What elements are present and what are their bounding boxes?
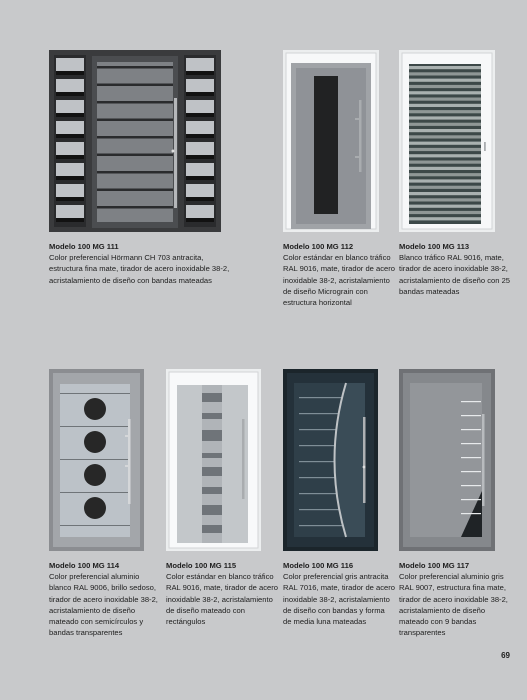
model-title: Modelo 100 MG 116	[283, 561, 354, 570]
model-description: Color preferencial Hörmann CH 703 antracita, estructura fina mate, tirador de acero inoxidable 38-2, acristalamiento de diseño con bandas mateadas	[49, 253, 230, 285]
caption-mg111	[49, 241, 239, 286]
door-image-mg112	[283, 50, 379, 232]
door-image-mg115	[166, 369, 261, 551]
model-title: Modelo 100 MG 112	[283, 242, 354, 251]
model-description: Color preferencial aluminio blanco RAL 9006, brillo sedoso, tirador de acero inoxidable 38-2, acristalamiento de diseño mateado con semicírculos y bandas transparentes	[49, 572, 158, 638]
page-number: 69	[501, 651, 510, 660]
model-title: Modelo 100 MG 117	[399, 561, 470, 570]
caption-mg113	[399, 241, 511, 297]
model-title: Modelo 100 MG 114	[49, 561, 120, 570]
door-image-mg117	[399, 369, 495, 551]
caption-mg116	[283, 560, 395, 627]
door-image-mg116	[283, 369, 378, 551]
caption-mg115	[166, 560, 278, 627]
model-description: Blanco tráfico RAL 9016, mate, tirador de acero inoxidable 38-2, acristalamiento de diseño con 25 bandas mateadas	[399, 253, 511, 296]
model-title: Modelo 100 MG 111	[49, 242, 119, 251]
door-image-mg114	[49, 369, 144, 551]
caption-mg114	[49, 560, 161, 638]
caption-mg112	[283, 241, 395, 308]
door-image-mg113	[399, 50, 495, 232]
model-description: Color preferencial gris antracita RAL 7016, mate, tirador de acero inoxidable 38-2, acristalamiento de diseño con bandas y forma de media luna mateadas	[283, 572, 396, 627]
door-image-mg111	[49, 50, 221, 232]
model-title: Modelo 100 MG 115	[166, 561, 237, 570]
model-description: Color estándar en blanco tráfico RAL 9016, mate, tirador de acero inoxidable 38-2, acristalamiento de diseño mateado con rectángulos	[166, 572, 279, 627]
model-title: Modelo 100 MG 113	[399, 242, 470, 251]
model-description: Color preferencial aluminio gris RAL 9007, estructura fina mate, tirador de acero inoxidable 38-2, acristalamiento de diseño mateado con 9 bandas transparentes	[399, 572, 508, 638]
model-description: Color estándar en blanco tráfico RAL 9016, mate, tirador de acero inoxidable 38-2, acristalamiento de diseño Micrograin con estructura horizontal	[283, 253, 396, 308]
caption-mg117	[399, 560, 511, 638]
